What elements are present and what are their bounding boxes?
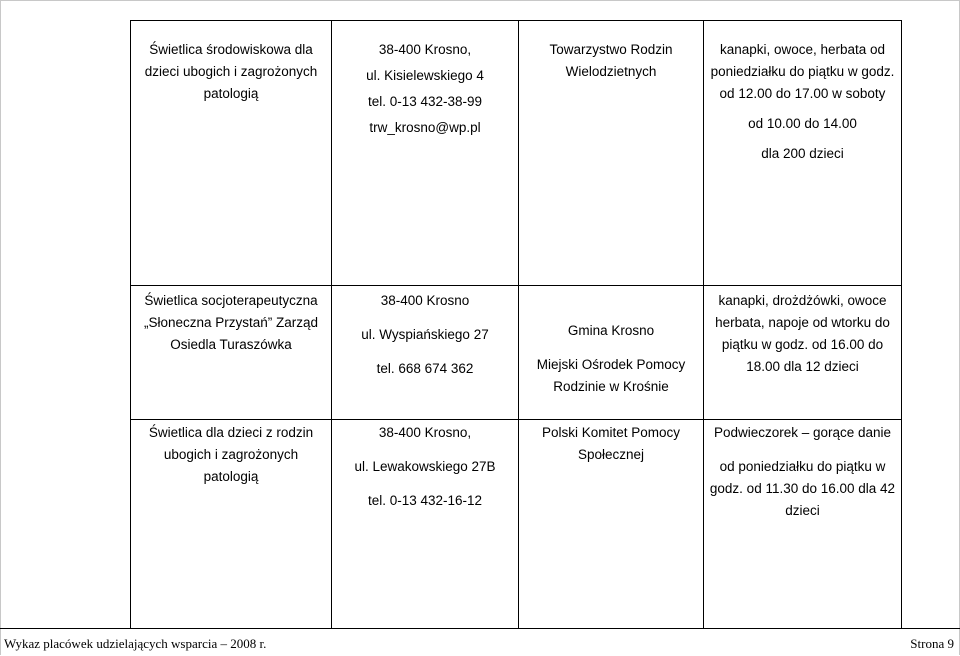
address-line: ul. Lewakowskiego 27B (354, 459, 496, 474)
offer-line: kanapki, drożdżówki, owoce (718, 293, 887, 308)
address-line: ul. Wyspiańskiego 27 (361, 327, 489, 342)
footer-divider (0, 628, 960, 629)
offer-cell (704, 21, 902, 286)
facility-name-cell (131, 420, 332, 629)
offer-line: 18.00 dla 12 dzieci (746, 359, 859, 374)
facility-name-line: „Słoneczna Przystań” Zarząd (143, 315, 319, 330)
table-row (131, 420, 902, 629)
offer-line: od 12.00 do 17.00 w soboty (719, 86, 886, 101)
facility-name-line: patologią (203, 469, 259, 484)
facility-name-line: dzieci ubogich i zagrożonych (144, 64, 318, 79)
footer-page-number: Strona 9 (910, 636, 954, 651)
facility-name-line: Świetlica dla dzieci z rodzin (148, 425, 314, 440)
organizer-line: Społecznej (577, 447, 645, 462)
organizer-line: Towarzystwo Rodzin (549, 42, 673, 57)
organizer-line: Gmina Krosno (567, 323, 655, 338)
address-cell (332, 286, 519, 420)
address-line: tel. 0-13 432-16-12 (367, 493, 483, 508)
organizer-cell (519, 21, 704, 286)
facility-name-cell (131, 286, 332, 420)
address-line: tel. 668 674 362 (376, 361, 474, 376)
offer-line: kanapki, owoce, herbata od (719, 42, 886, 57)
footer-document-title: Wykaz placówek udzielających wsparcia – 2008 r. (4, 636, 267, 651)
address-line: 38-400 Krosno, (378, 425, 472, 440)
facility-name-line: patologią (203, 86, 259, 101)
facilities-table (130, 20, 902, 629)
facility-name-line: Osiedla Turaszówka (170, 337, 292, 352)
table-row (131, 286, 902, 420)
organizer-cell (519, 420, 704, 629)
address-line: ul. Kisielewskiego 4 (366, 68, 484, 83)
table-row (131, 21, 902, 286)
address-cell (332, 420, 519, 629)
organizer-line: Rodzinie w Krośnie (553, 379, 669, 394)
offer-line: herbata, napoje od wtorku do (715, 315, 890, 330)
offer-line: Podwieczorek – gorące danie (713, 425, 892, 440)
address-line: tel. 0-13 432-38-99 (367, 94, 483, 109)
offer-line: dzieci (785, 503, 820, 518)
address-line: 38-400 Krosno (380, 293, 470, 308)
offer-line: piątku w godz. od 16.00 do (721, 337, 884, 352)
organizer-line: Wielodzietnych (565, 64, 657, 79)
address-cell (332, 21, 519, 286)
offer-line: od poniedziałku do piątku w (719, 459, 886, 474)
offer-cell (704, 286, 902, 420)
organizer-line: Polski Komitet Pomocy (541, 425, 681, 440)
offer-line: poniedziałku do piątku w godz. (710, 64, 895, 79)
organizer-line: Miejski Ośrodek Pomocy (536, 357, 686, 372)
offer-line: dla 200 dzieci (761, 146, 844, 161)
organizer-cell (519, 286, 704, 420)
offer-cell (704, 420, 902, 629)
offer-line: godz. od 11.30 do 16.00 dla 42 (709, 481, 896, 496)
facility-name-line: Świetlica środowiskowa dla (149, 42, 313, 57)
address-line: 38-400 Krosno, (378, 42, 472, 57)
facility-name-cell (131, 21, 332, 286)
offer-line: od 10.00 do 14.00 (748, 116, 857, 131)
facility-name-line: ubogich i zagrożonych (163, 447, 299, 462)
facility-name-line: Świetlica socjoterapeutyczna (144, 293, 318, 308)
email-text: trw_krosno@wp.pl (369, 120, 481, 135)
